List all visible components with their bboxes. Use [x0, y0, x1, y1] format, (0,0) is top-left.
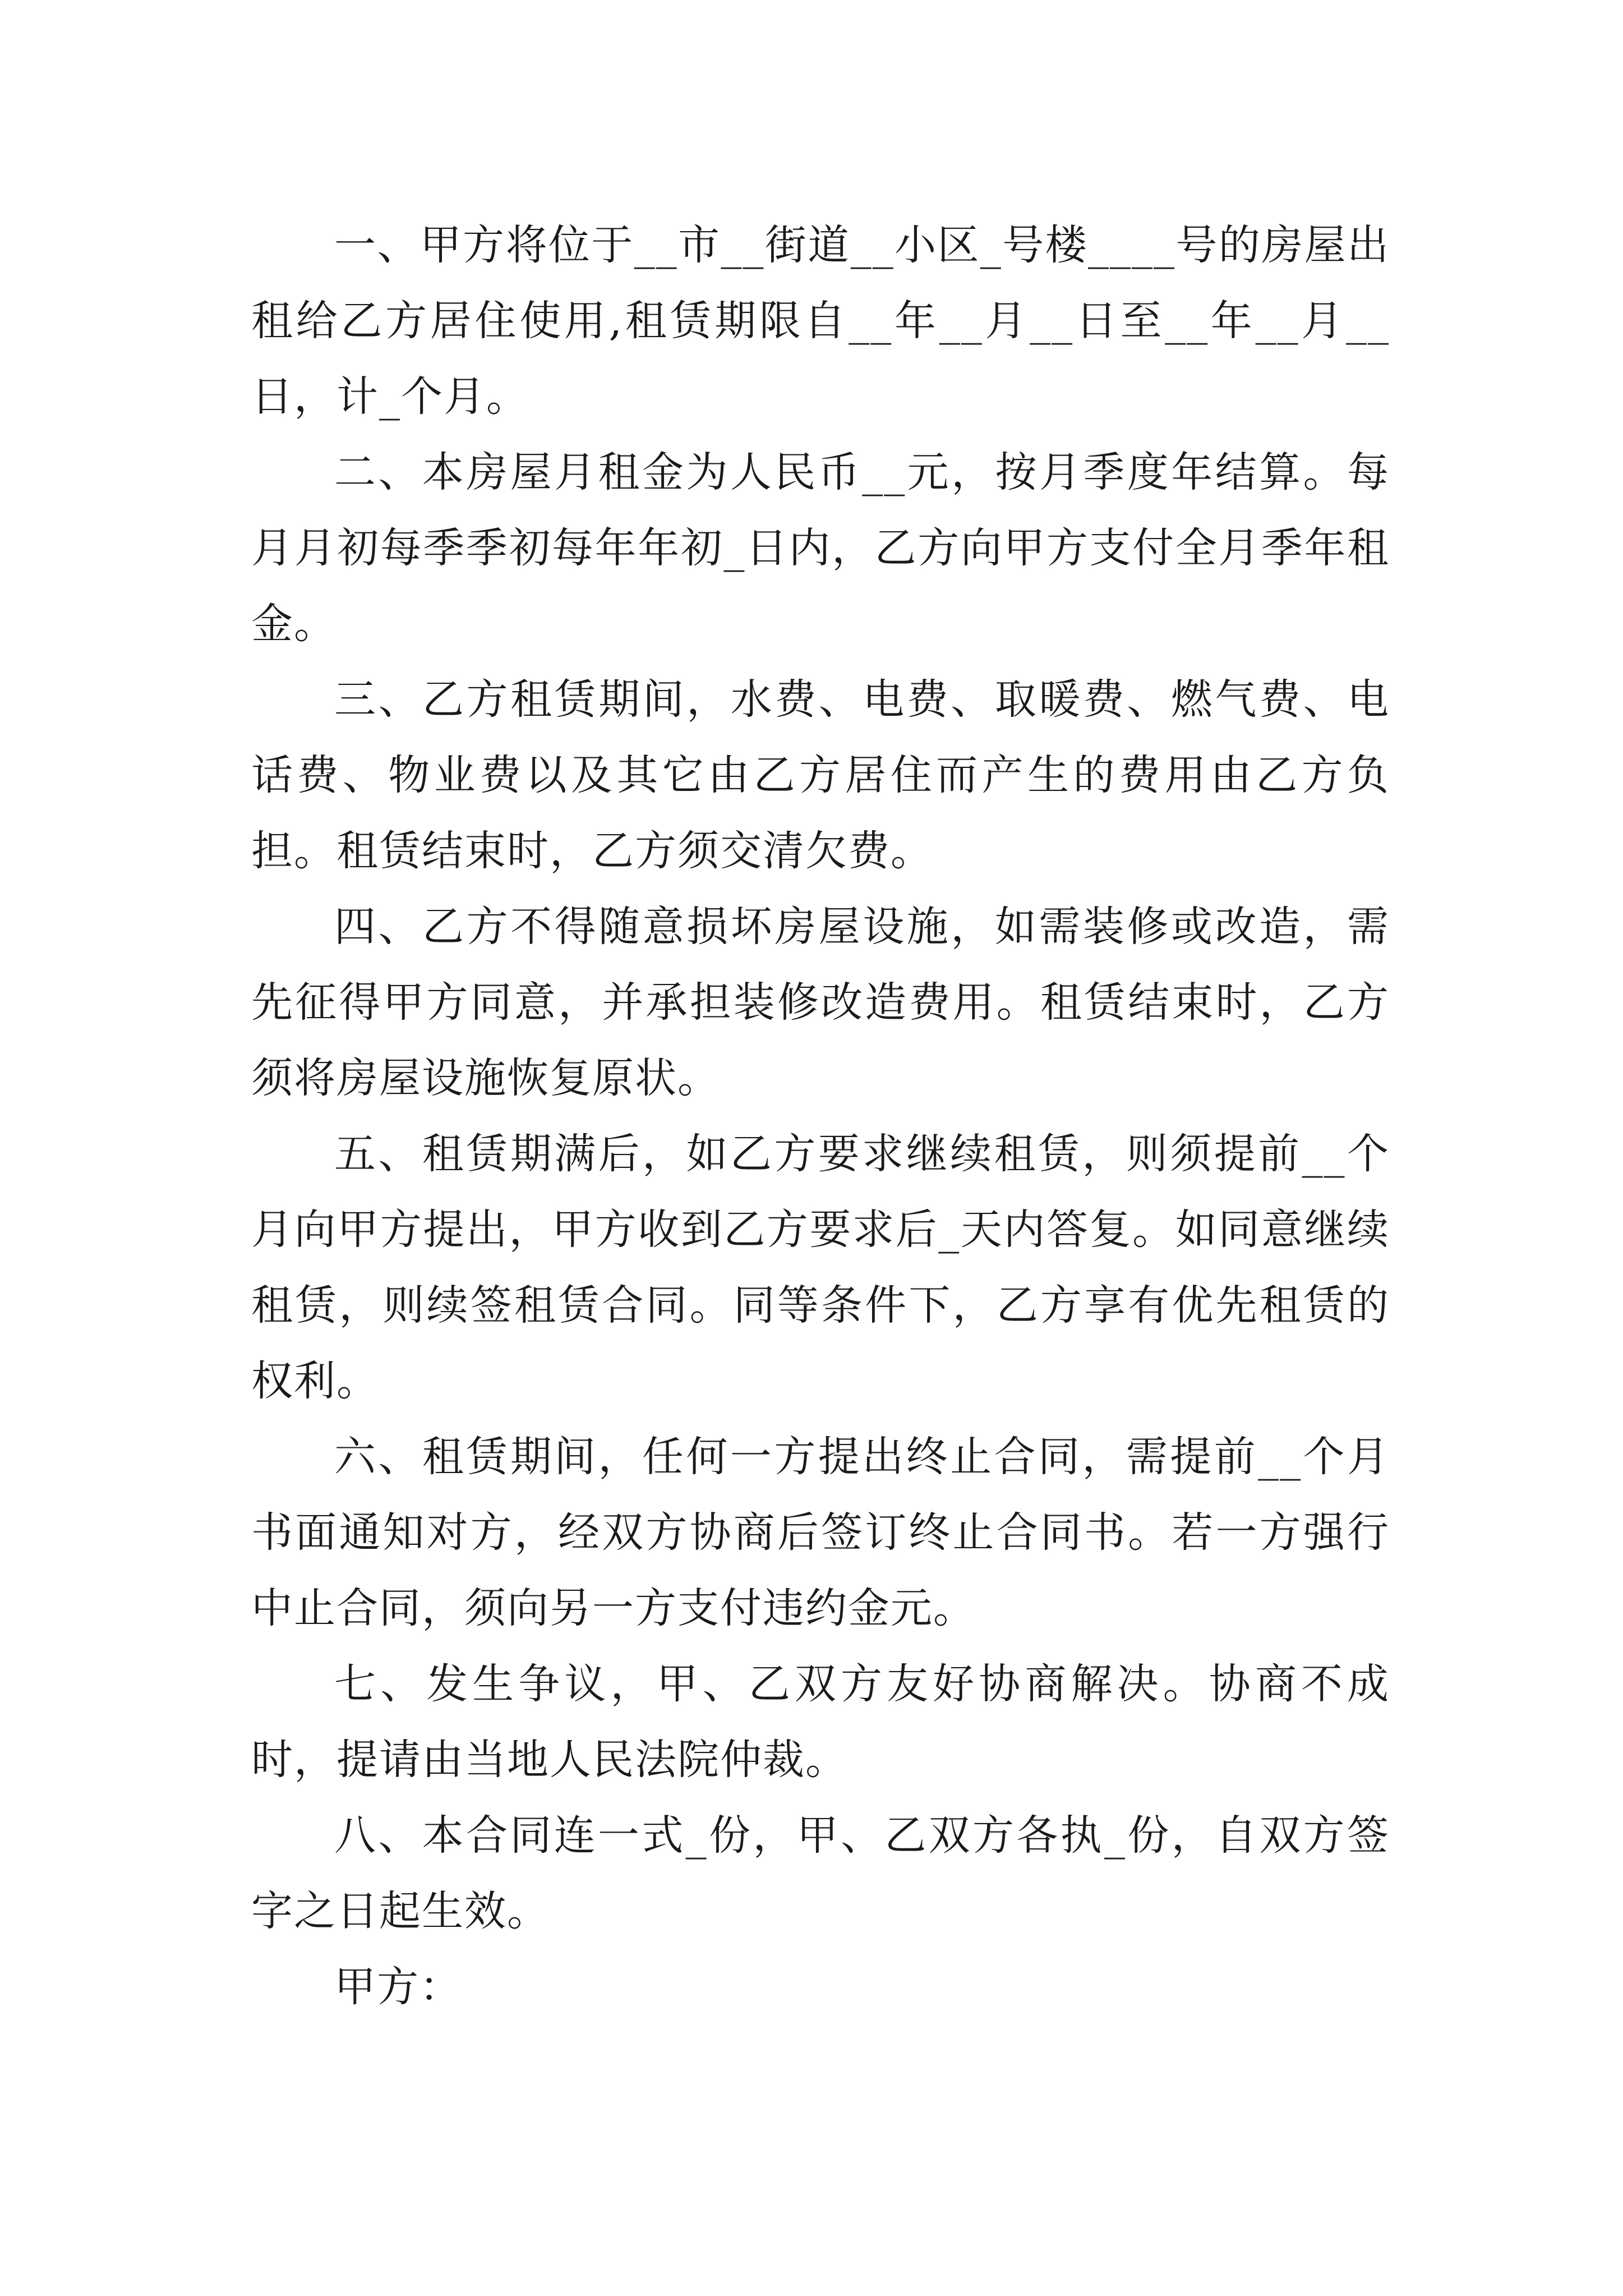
clause-5: 五、租赁期满后，如乙方要求继续租赁，则须提前__个月向甲方提出，甲方收到乙方要求后_天内答复。如同意继续租赁，则续签租赁合同。同等条件下，乙方享有优先租赁的权利。	[251, 1130, 1390, 1405]
clause-3: 三、乙方租赁期间，水费、电费、取暖费、燃气费、电话费、物业费以及其它由乙方居住而产生的费用由乙方负担。租赁结束时，乙方须交清欠费。	[251, 675, 1390, 875]
clause-1: 一、甲方将位于__市__街道__小区_号楼____号的房屋出租给乙方居住使用,租赁期限自__年__月__日至__年__月__日，计_个月。	[251, 221, 1390, 421]
clause-4: 四、乙方不得随意损坏房屋设施，如需装修或改造，需先征得甲方同意，并承担装修改造费用。租赁结束时，乙方须将房屋设施恢复原状。	[251, 903, 1390, 1102]
clause-2: 二、本房屋月租金为人民币__元，按月季度年结算。每月月初每季季初每年年初_日内，乙方向甲方支付全月季年租金。	[251, 448, 1390, 648]
clause-7: 七、发生争议，甲、乙双方友好协商解决。协商不成时，提请由当地人民法院仲裁。	[251, 1660, 1390, 1784]
contract-body	[251, 208, 1390, 2025]
party-a-signature-label: 甲方：	[334, 1963, 462, 2011]
clause-6: 六、租赁期间，任何一方提出终止合同，需提前__个月书面通知对方，经双方协商后签订终止合同书。若一方强行中止合同，须向另一方支付违约金元。	[251, 1433, 1390, 1632]
clause-8: 八、本合同连一式_份，甲、乙双方各执_份，自双方签字之日起生效。	[251, 1811, 1390, 1935]
